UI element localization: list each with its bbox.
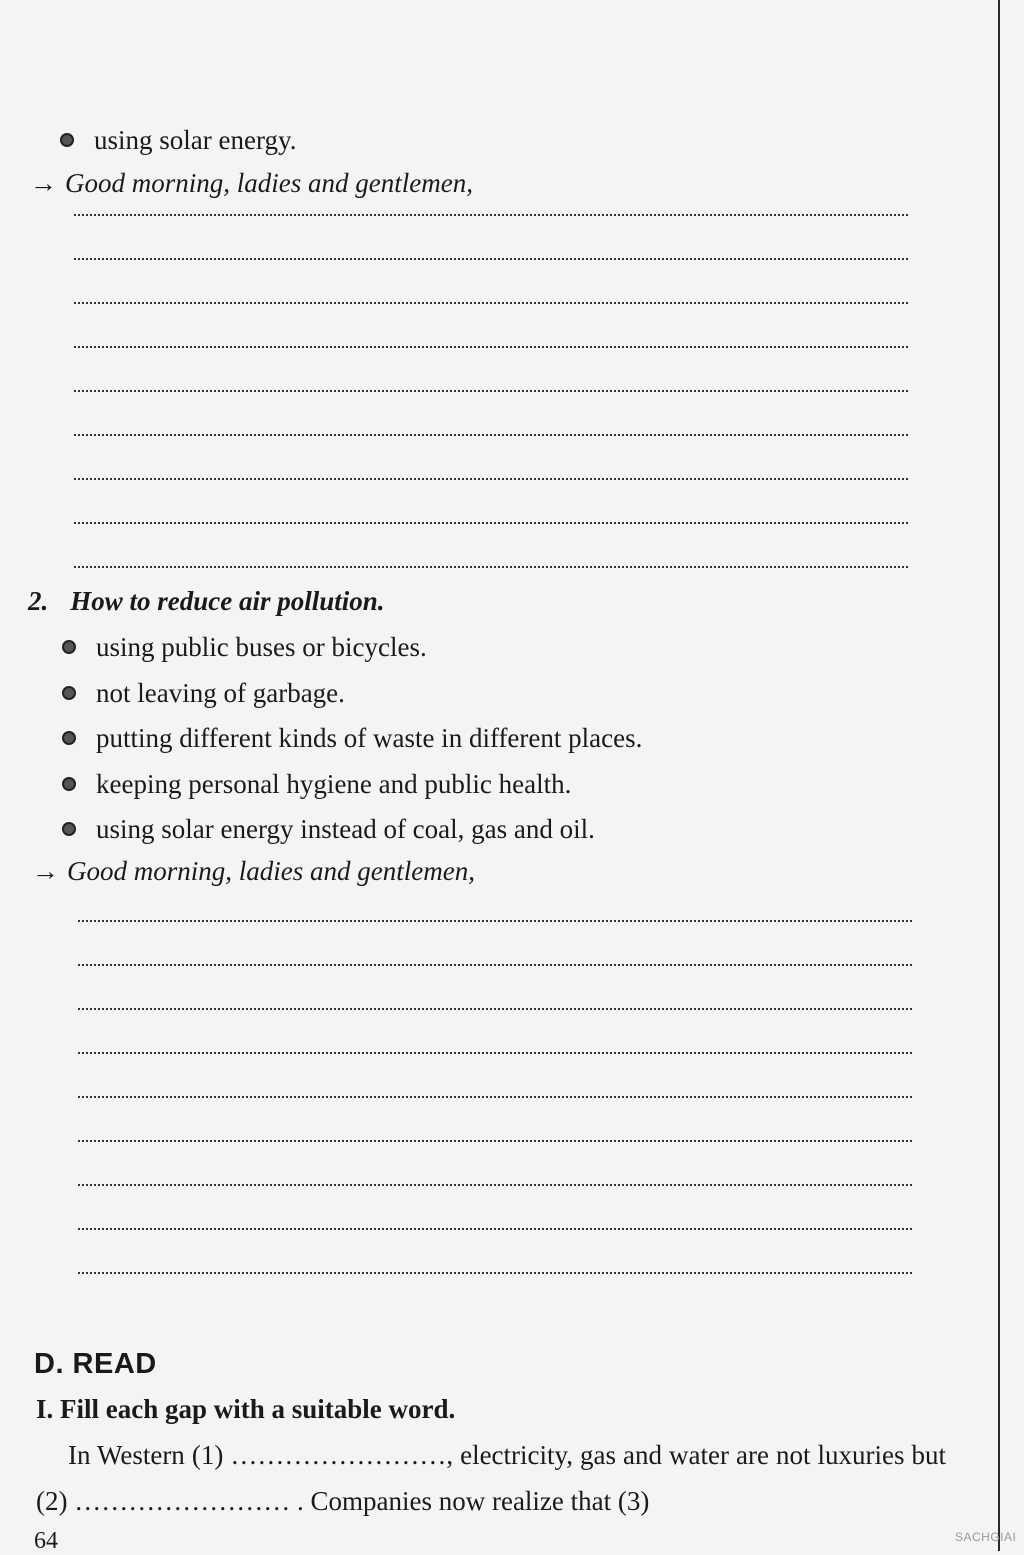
bullet-icon <box>60 133 74 147</box>
bullet-item: using solar energy. <box>60 124 296 156</box>
reading-paragraph: In Western (1) ……………………, electricity, gas and water are not luxuries but (2) …………………… . Companies now realize that (3) <box>36 1440 946 1516</box>
bullet-icon <box>62 686 76 700</box>
answer-line[interactable] <box>74 302 908 304</box>
watermark-logo: SACHGIAI <box>955 1530 1017 1544</box>
answer-line[interactable] <box>78 1096 912 1098</box>
answer-line[interactable] <box>74 258 908 260</box>
answer-line[interactable] <box>78 964 912 966</box>
answer-line[interactable] <box>78 920 912 922</box>
bullet-icon <box>62 731 76 745</box>
bullet-icon <box>62 640 76 654</box>
bullet-item: not leaving of garbage. <box>62 677 345 709</box>
page-number: 64 <box>34 1528 58 1554</box>
question-heading: 2. How to reduce air pollution. <box>28 586 385 616</box>
arrow-right-icon: → <box>32 856 59 886</box>
answer-line[interactable] <box>78 1184 912 1186</box>
answer-line[interactable] <box>74 346 908 348</box>
task-instruction: I. Fill each gap with a suitable word. <box>36 1394 456 1424</box>
salutation-1: → Good morning, ladies and gentlemen, <box>30 168 473 198</box>
answer-line[interactable] <box>74 390 908 392</box>
bullet-icon <box>62 822 76 836</box>
bullet-item: keeping personal hygiene and public health. <box>62 768 571 800</box>
answer-line[interactable] <box>78 1228 912 1230</box>
answer-line[interactable] <box>74 566 908 568</box>
bullet-icon <box>62 777 76 791</box>
margin-rule <box>998 0 1000 1551</box>
arrow-right-icon: → <box>30 168 57 198</box>
answer-line[interactable] <box>74 522 908 524</box>
section-title: D. READ <box>34 1348 157 1380</box>
bullet-item: putting different kinds of waste in different places. <box>62 722 642 754</box>
answer-line[interactable] <box>74 434 908 436</box>
answer-line[interactable] <box>78 1008 912 1010</box>
answer-line[interactable] <box>78 1052 912 1054</box>
salutation-2: → Good morning, ladies and gentlemen, <box>32 856 475 886</box>
bullet-item: using solar energy instead of coal, gas and oil. <box>62 813 595 845</box>
answer-line[interactable] <box>78 1272 912 1274</box>
answer-line[interactable] <box>74 478 908 480</box>
answer-line[interactable] <box>78 1140 912 1142</box>
bullet-item: using public buses or bicycles. <box>62 631 427 663</box>
answer-line[interactable] <box>74 214 908 216</box>
